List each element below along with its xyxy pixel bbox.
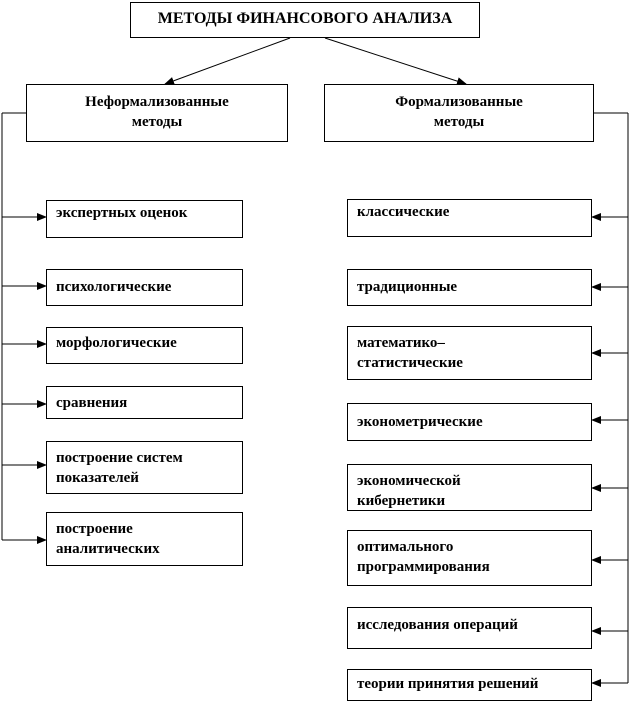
informal-methods-box bbox=[26, 84, 288, 142]
formal-methods-box bbox=[324, 84, 594, 142]
informal-methods-heading: Неформализованные методы bbox=[85, 94, 229, 130]
formal-method-label: теории принятия решений bbox=[357, 676, 539, 692]
formal-method-box-6 bbox=[347, 530, 592, 586]
formal-method-box-2 bbox=[347, 269, 592, 306]
formal-method-box-5 bbox=[347, 464, 592, 511]
arrow-title-to-formal bbox=[325, 38, 466, 84]
formal-method-label: эконометрические bbox=[357, 414, 483, 430]
formal-method-box-3 bbox=[347, 326, 592, 380]
informal-method-label: сравнения bbox=[56, 395, 128, 411]
formal-method-box-7 bbox=[347, 607, 592, 649]
informal-method-label: построение аналитических bbox=[56, 521, 160, 557]
informal-method-box-5 bbox=[46, 441, 243, 494]
informal-method-box-2 bbox=[46, 269, 243, 306]
informal-method-label: построение систем показателей bbox=[56, 450, 183, 486]
diagram-title: МЕТОДЫ ФИНАНСОВОГО АНАЛИЗА bbox=[157, 10, 453, 27]
informal-method-label: экспертных оценок bbox=[56, 205, 188, 221]
informal-method-box-6 bbox=[46, 512, 243, 566]
formal-method-label: оптимального программирования bbox=[357, 539, 490, 575]
formal-method-label: исследования операций bbox=[357, 617, 518, 633]
informal-method-box-1 bbox=[46, 200, 243, 238]
arrow-title-to-informal bbox=[165, 38, 290, 84]
formal-method-box-8 bbox=[347, 669, 592, 701]
formal-method-box-4 bbox=[347, 403, 592, 441]
informal-method-label: психологические bbox=[56, 279, 172, 295]
formal-method-label: классические bbox=[357, 204, 450, 220]
formal-methods-heading: Формализованные методы bbox=[395, 94, 523, 130]
informal-method-box-4 bbox=[46, 386, 243, 419]
formal-method-label: экономической кибернетики bbox=[357, 473, 461, 509]
formal-method-label: математико– статистические bbox=[357, 335, 463, 371]
diagram-title-box bbox=[130, 2, 480, 38]
formal-method-label: традиционные bbox=[357, 279, 458, 295]
informal-method-box-3 bbox=[46, 327, 243, 364]
informal-method-label: морфологические bbox=[56, 335, 177, 351]
formal-method-box-1 bbox=[347, 199, 592, 237]
